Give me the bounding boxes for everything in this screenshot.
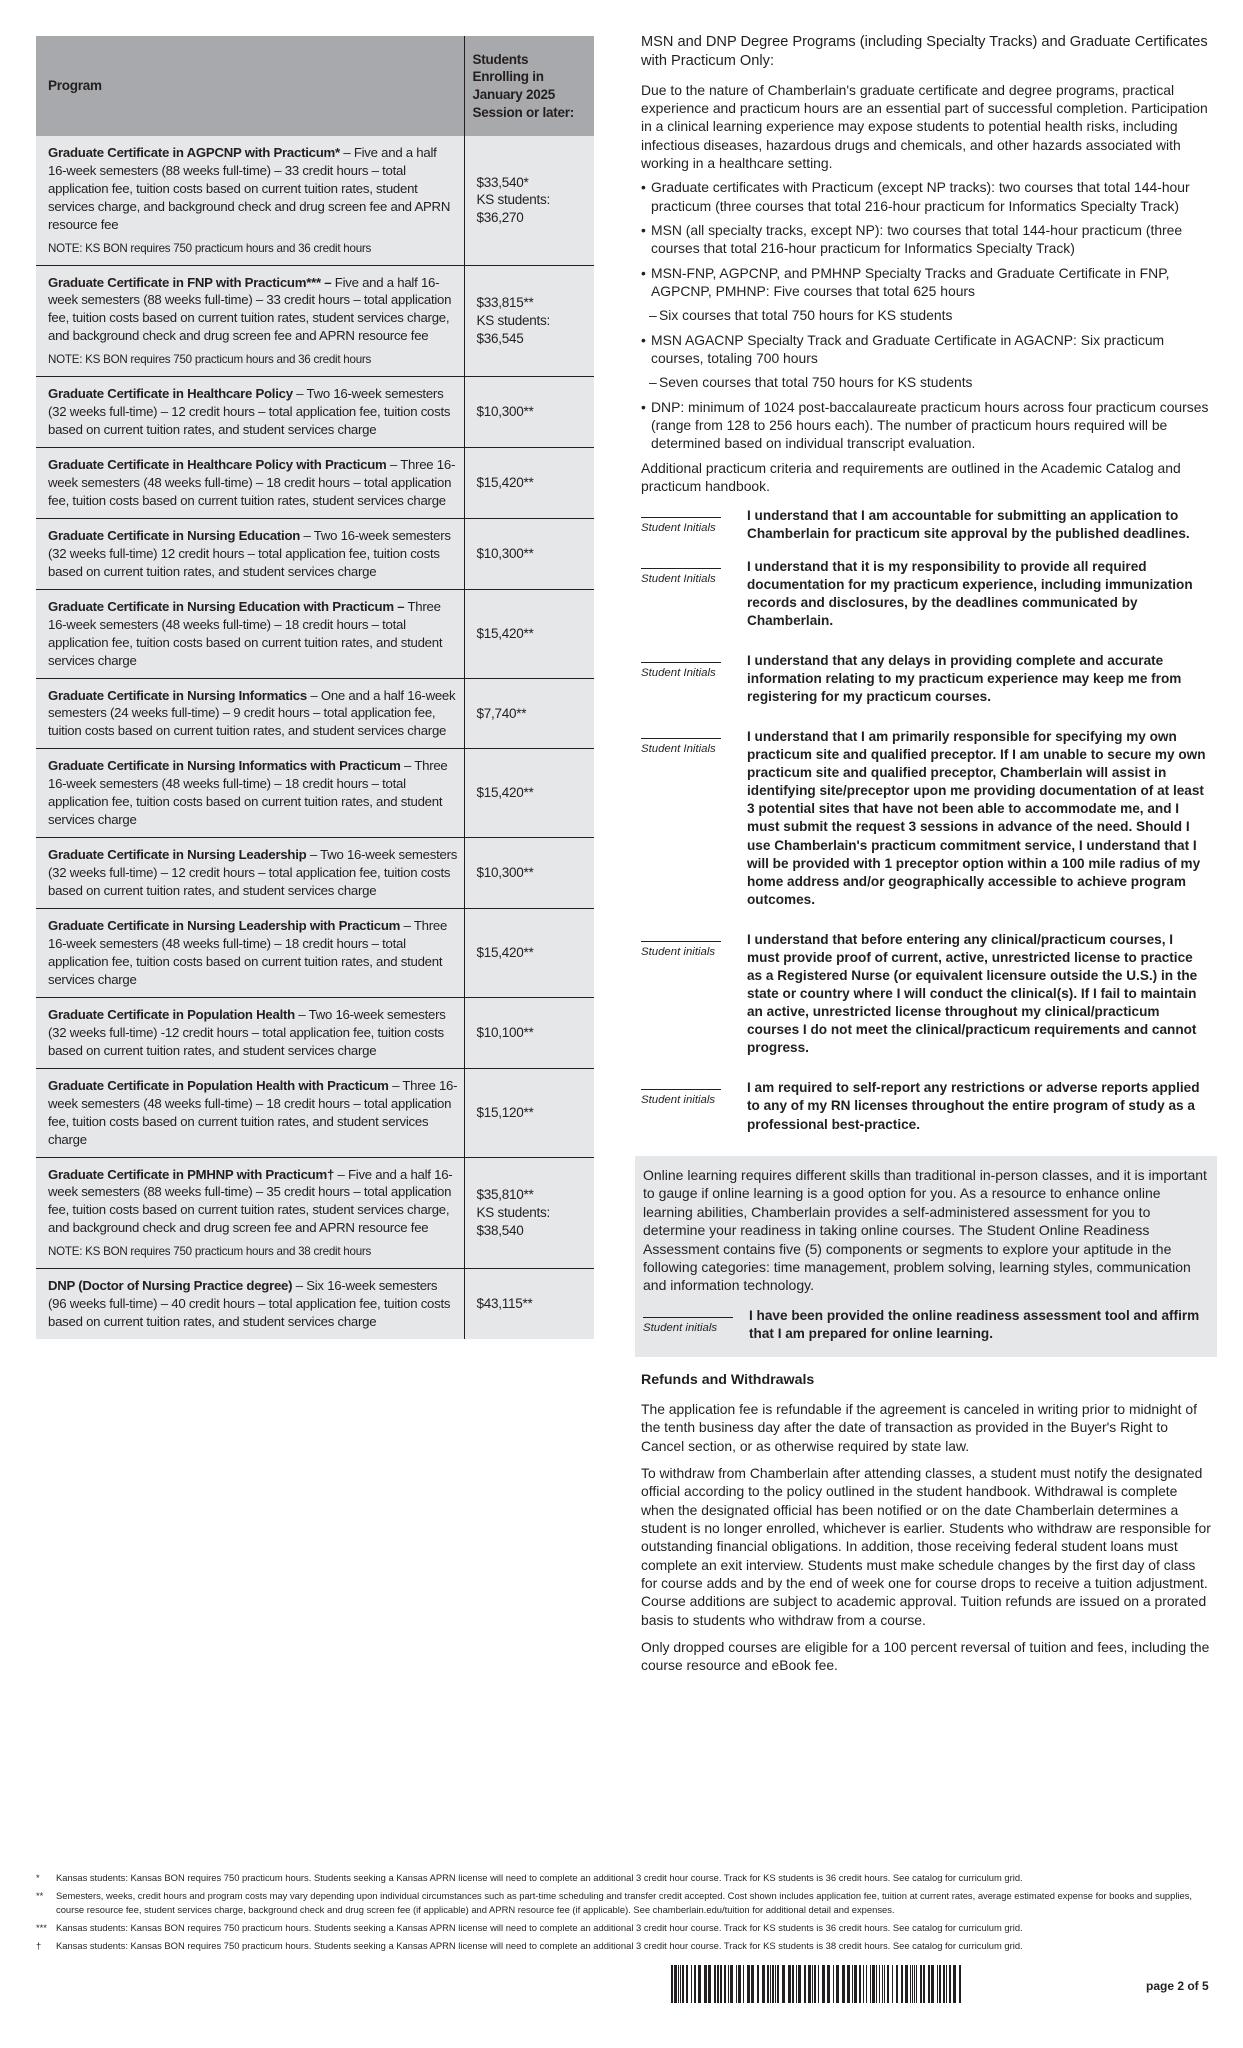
program-description bbox=[36, 265, 464, 377]
acknowledgement-row bbox=[641, 728, 1211, 909]
barcode-bar bbox=[808, 1965, 811, 2003]
barcode-bar bbox=[822, 1965, 825, 2003]
header-cost: Students Enrolling in January 2025 Session or later: bbox=[464, 36, 594, 136]
barcode-bar bbox=[782, 1965, 785, 2003]
barcode-bar bbox=[798, 1965, 801, 2003]
program-details: – Three 16-week semesters (48 weeks full-time) – 18 credit hours – total application fee, tuition costs based on current tuition rates, and student services charge bbox=[48, 758, 448, 828]
barcode-bar bbox=[946, 1965, 947, 2003]
initials-line bbox=[641, 517, 721, 518]
program-description bbox=[36, 997, 464, 1068]
program-cost bbox=[464, 265, 594, 377]
initials-field[interactable] bbox=[641, 1079, 747, 1133]
program-name: Graduate Certificate in Nursing Informatics with Practicum bbox=[48, 758, 401, 774]
program-cost bbox=[464, 1068, 594, 1157]
acknowledgement-statement: I understand that before entering any clinical/practicum courses, I must provide proof of current, active, unrestricted license to practice as a Registered Nurse (or equivalent licensure outside the U.S.) in the state or country where I will conduct the clinical(s). If I fail to maintain an active, unrestricted license throughout my clinical/practicum courses I do not meet the clinical/practicum requirements and cannot progress. bbox=[747, 931, 1198, 1056]
footnote-mark: *** bbox=[36, 1922, 47, 1934]
initials-field[interactable] bbox=[641, 728, 747, 909]
table-row bbox=[36, 749, 594, 838]
program-note: NOTE: KS BON requires 750 practicum hours and 38 credit hours bbox=[48, 1245, 372, 1259]
program-description bbox=[36, 447, 464, 518]
barcode-bar bbox=[747, 1965, 750, 2003]
barcode-bar bbox=[814, 1965, 816, 2003]
table-row bbox=[36, 136, 594, 265]
program-footnote-mark: *** – bbox=[306, 274, 332, 290]
program-cost-table-section bbox=[36, 36, 594, 1339]
barcode-bar bbox=[859, 1965, 861, 2003]
program-cost bbox=[464, 678, 594, 749]
barcode-bar bbox=[827, 1965, 830, 2003]
program-description bbox=[36, 1157, 464, 1269]
barcode-bar bbox=[854, 1965, 857, 2003]
barcode-bar bbox=[792, 1965, 794, 2003]
table-row bbox=[36, 678, 594, 749]
refunds-paragraph-2: To withdraw from Chamberlain after attending classes, a student must notify the designated official according to the policy outlined in the student handbook. Withdrawal is complete when the designated official has been notified or on the date Chamberlain determines a student is no longer enrolled, whichever is earlier. Students who withdraw are responsible for outstanding financial obligations. In addition, those receiving federal student loans must complete an exit interview. Students must make schedule changes by the first day of class for course adds and by the end of week one for course drops to receive a tuition adjustment. Course additions are subject to academic approval. Tuition refunds are issued on a prorated basis to students who withdraw from a course. bbox=[641, 1464, 1211, 1628]
program-description bbox=[36, 749, 464, 838]
initials-label: Student Initials bbox=[641, 522, 716, 535]
refunds-paragraph-1: The application fee is refundable if the agreement is canceled in writing prior to midnight of the tenth business day after the date of transaction as provided in the Buyer's Right to Cancel section, or as otherwise required by state law. bbox=[641, 1400, 1197, 1454]
program-cost bbox=[464, 447, 594, 518]
barcode-bar bbox=[833, 1965, 834, 2003]
program-details: – Two 16-week semesters (32 weeks full-time) – 12 credit hours – total application fee, tuition costs based on current tuition rates, and student services charge bbox=[48, 847, 458, 899]
barcode-bar bbox=[870, 1965, 871, 2003]
acknowledgement-statement: I have been provided the online readiness assessment tool and affirm that I am prepared for online learning. bbox=[749, 1307, 1200, 1341]
footnote bbox=[36, 1921, 1216, 1934]
cost-value: $7,740** bbox=[476, 705, 527, 721]
program-note: NOTE: KS BON requires 750 practicum hours and 36 credit hours bbox=[48, 241, 372, 255]
program-description bbox=[36, 1269, 464, 1339]
barcode-bar bbox=[818, 1965, 819, 2003]
table-header-row bbox=[36, 36, 594, 136]
barcode-bar bbox=[914, 1965, 915, 2003]
program-name: Graduate Certificate in AGPCNP with Practicum bbox=[48, 145, 336, 160]
barcode-bar bbox=[738, 1965, 741, 2003]
program-cost bbox=[464, 1157, 594, 1269]
footnote-mark: ** bbox=[36, 1890, 44, 1902]
program-name: Graduate Certificate in Healthcare Policy with Practicum bbox=[48, 456, 387, 472]
initials-line bbox=[643, 1317, 733, 1318]
acknowledgement-list bbox=[641, 507, 1211, 1133]
initials-label: Student Initials bbox=[641, 666, 716, 679]
footnotes bbox=[36, 1871, 1216, 1958]
program-note: NOTE: KS BON requires 750 practicum hours and 36 credit hours bbox=[48, 353, 372, 367]
cost-value: $43,115** bbox=[476, 1296, 533, 1312]
initials-field[interactable] bbox=[641, 558, 747, 630]
program-cost bbox=[464, 589, 594, 678]
cost-value: $33,540* bbox=[476, 174, 529, 190]
footnote-text: Semesters, weeks, credit hours and program costs may vary depending upon individual circumstances such as part-time scheduling and transfer credit accepted. Cost shown includes application fee, tuition at current rates, average estimated expense for books and supplies, course resource fee, student services charge, background check and drug screen fee (if applicable) and APRN resource fee (if applicable). See chamberlain.edu/tuition for additional detail and expenses. bbox=[56, 1890, 1193, 1915]
barcode-bar bbox=[879, 1965, 880, 2003]
acknowledgement-statement: I understand that I am accountable for submitting an application to Chamberlain for practicum site approval by the published deadlines. bbox=[747, 508, 1190, 542]
barcode-bar bbox=[743, 1965, 744, 2003]
barcode-bar bbox=[691, 1965, 692, 2003]
table-row bbox=[36, 265, 594, 377]
cost-value: $33,815** bbox=[476, 295, 534, 311]
table-row bbox=[36, 909, 594, 998]
ks-cost-value: $36,270 bbox=[476, 210, 524, 226]
acknowledgement-row bbox=[641, 507, 1211, 543]
cost-value: $15,420** bbox=[476, 785, 534, 801]
barcode-bar bbox=[876, 1965, 877, 2003]
acknowledgement-statement: I understand that any delays in providing complete and accurate information relating to my practicum experience may keep me from registering for my practicum courses. bbox=[747, 652, 1182, 704]
barcode-bar bbox=[714, 1965, 716, 2003]
barcode-bar bbox=[678, 1965, 679, 2003]
cost-value: $15,420** bbox=[476, 625, 534, 641]
program-details: Three 16-week semesters (48 weeks full-time) – 18 credit hours – total application fee, tuition costs based on current tuition rates, and student services charge bbox=[48, 598, 443, 668]
program-details: Five and a half 16-week semesters (88 weeks full-time) – 33 credit hours – total application fee, tuition costs based on current tuition rates, student services charge, and background check and drug screen fee and APRN resource fee bbox=[48, 274, 452, 344]
program-name: Graduate Certificate in FNP with Practicum bbox=[48, 274, 307, 290]
practicum-bullet-list bbox=[641, 178, 1211, 452]
program-name: Graduate Certificate in Nursing Education with Practicum bbox=[48, 598, 394, 614]
cost-value: $35,810** bbox=[476, 1187, 534, 1203]
table-row bbox=[36, 589, 594, 678]
initials-field[interactable] bbox=[641, 931, 747, 1058]
cost-value: $10,100** bbox=[476, 1024, 534, 1040]
barcode-bar bbox=[912, 1965, 913, 2003]
program-cost bbox=[464, 377, 594, 448]
barcode-bar bbox=[931, 1965, 934, 2003]
initials-label: Student initials bbox=[643, 1321, 718, 1334]
program-cost bbox=[464, 749, 594, 838]
barcode-bar bbox=[720, 1965, 722, 2003]
online-readiness-box bbox=[635, 1156, 1217, 1357]
initials-field[interactable] bbox=[641, 652, 747, 706]
barcode-bar bbox=[680, 1965, 681, 2003]
online-readiness-text: Online learning requires different skills than traditional in-person classes, and it is important to gauge if online learning is a good option for you. As a resource to enhance online learning abilities, Chamberlain provides a self-administered assessment for you to determine your readiness in taking online courses. The Student Online Readiness Assessment contains five (5) components or segments to explore your aptitude in the following categories: time management, problem solving, learning styles, communication and information technology. bbox=[643, 1166, 1207, 1294]
barcode-bar bbox=[901, 1965, 903, 2003]
program-description bbox=[36, 838, 464, 909]
barcode-bar bbox=[686, 1965, 688, 2003]
table-row bbox=[36, 1269, 594, 1339]
initials-line bbox=[641, 662, 721, 663]
program-details: – Two 16-week semesters (32 weeks full-time) 12 credit hours – total application fee, tuition costs based on current tuition rates, and student services charge bbox=[48, 527, 451, 579]
barcode-bar bbox=[884, 1965, 885, 2003]
barcode-bar bbox=[939, 1965, 941, 2003]
program-cost bbox=[464, 997, 594, 1068]
initials-field[interactable] bbox=[641, 507, 747, 543]
program-description bbox=[36, 678, 464, 749]
cost-value: $10,300** bbox=[476, 404, 534, 420]
footnote-text: Kansas students: Kansas BON requires 750 practicum hours. Students seeking a Kansas APRN license will need to complete an additional 3 credit hour course. Track for KS students is 36 credit hours. See catalog for curriculum grid. bbox=[56, 1872, 1023, 1883]
program-description bbox=[36, 909, 464, 998]
initials-label: Student initials bbox=[641, 1094, 716, 1107]
program-details: – Three 16-week semesters (48 weeks full-time) – 18 credit hours – total application fee, tuition costs based on current tuition rates, and student services charge bbox=[48, 918, 448, 987]
barcode-bar bbox=[842, 1965, 845, 2003]
program-name: DNP (Doctor of Nursing Practice degree) bbox=[48, 1278, 293, 1294]
barcode-bar bbox=[682, 1965, 684, 2003]
acknowledgement-statement: I understand that I am primarily responsible for specifying my own practicum site and qualified preceptor. If I am unable to secure my own practicum site and qualified preceptor, Chamberlain will assist in identifying site/preceptor upon me providing documentation of at least 3 potential sites that have not been able to accommodate me, and I must submit the request 3 sessions in advance of the need. Should I use Chamberlain's practicum commitment service, I understand that I will be provided with 1 preceptor option within a 100 mile radius of my home address and/or geographically accessible to achieve program outcomes. bbox=[747, 729, 1206, 907]
cost-value: $10,300** bbox=[476, 865, 534, 881]
barcode-bar bbox=[777, 1965, 779, 2003]
program-cost bbox=[464, 136, 594, 265]
barcode-bar bbox=[852, 1965, 853, 2003]
initials-label: Student initials bbox=[641, 945, 716, 958]
program-details: – Three 16-week semesters (48 weeks full-time) – 18 credit hours – total application fee, tuition costs based on current tuition rates, student services charge bbox=[48, 456, 456, 508]
program-details: – One and a half 16-week semesters (24 weeks full-time) – 9 credit hours – total application fee, tuition costs based on current tuition rates, and student services charge bbox=[48, 687, 456, 739]
barcode-bar bbox=[812, 1965, 813, 2003]
barcode-bar bbox=[767, 1965, 769, 2003]
initials-line bbox=[641, 1089, 721, 1090]
acknowledgement-row bbox=[641, 558, 1211, 630]
program-name: Graduate Certificate in Population Health bbox=[48, 1006, 295, 1022]
footnote bbox=[36, 1939, 1216, 1952]
barcode-bar bbox=[937, 1965, 938, 2003]
program-name: Graduate Certificate in Healthcare Policy bbox=[48, 386, 293, 402]
barcode-bar bbox=[708, 1965, 711, 2003]
footnote bbox=[36, 1889, 1216, 1916]
barcode-bar bbox=[847, 1965, 850, 2003]
table-row bbox=[36, 377, 594, 448]
barcode-bar bbox=[863, 1965, 864, 2003]
refunds-paragraph-3: Only dropped courses are eligible for a 100 percent reversal of tuition and fees, including the course resource and eBook fee. bbox=[641, 1638, 1210, 1674]
refunds-title: Refunds and Withdrawals bbox=[641, 1372, 815, 1389]
footnote-mark: † bbox=[36, 1940, 42, 1952]
barcode-bar bbox=[770, 1965, 771, 2003]
barcode-bar bbox=[804, 1965, 806, 2003]
practicum-heading: MSN and DNP Degree Programs (including Specialty Tracks) and Graduate Certificates with Practicum Only: bbox=[641, 34, 1208, 70]
barcode-bar bbox=[736, 1965, 737, 2003]
cost-value: $15,420** bbox=[476, 945, 534, 961]
list-item: – Six courses that total 750 hours for KS students bbox=[649, 306, 1211, 324]
acknowledgement-statement: I understand that it is my responsibility to provide all required documentation for my practicum experience, including immunization records and disclosures, by the deadlines communicated by Chamberlain. bbox=[747, 558, 1193, 628]
initials-line bbox=[641, 738, 721, 739]
barcode-bar bbox=[674, 1965, 677, 2003]
barcode-bar bbox=[943, 1965, 945, 2003]
program-cost-table bbox=[36, 36, 594, 1339]
barcode-bar bbox=[757, 1965, 759, 2003]
program-cost bbox=[464, 838, 594, 909]
barcode-bar bbox=[882, 1965, 883, 2003]
program-cost bbox=[464, 909, 594, 998]
initials-label: Student Initials bbox=[641, 743, 716, 756]
program-cost bbox=[464, 518, 594, 589]
barcode-bar bbox=[920, 1965, 922, 2003]
table-row bbox=[36, 997, 594, 1068]
table-row bbox=[36, 447, 594, 518]
barcode-bar bbox=[717, 1965, 719, 2003]
list-item: – Seven courses that total 750 hours for KS students bbox=[649, 373, 1211, 391]
program-description bbox=[36, 136, 464, 265]
program-details: – Two 16-week semesters (32 weeks full-time) -12 credit hours – total application fee, tuition costs based on current tuition rates, and student services charge bbox=[48, 1006, 446, 1058]
initials-field[interactable] bbox=[643, 1307, 749, 1343]
program-description bbox=[36, 377, 464, 448]
program-cost bbox=[464, 1269, 594, 1339]
barcode-bar bbox=[796, 1965, 797, 2003]
cost-value: $15,120** bbox=[476, 1104, 534, 1120]
barcode-bar bbox=[704, 1965, 707, 2003]
online-readiness-acknowledgement bbox=[643, 1307, 1209, 1343]
barcode-bar bbox=[772, 1965, 774, 2003]
barcode-bar bbox=[887, 1965, 889, 2003]
program-name: Graduate Certificate in Nursing Leadership bbox=[48, 847, 307, 863]
ks-cost-value: $38,540 bbox=[476, 1222, 524, 1238]
program-name: Graduate Certificate in Population Health with Practicum bbox=[48, 1077, 389, 1093]
table-row bbox=[36, 1157, 594, 1269]
initials-line bbox=[641, 568, 721, 569]
program-description bbox=[36, 518, 464, 589]
barcode-bar bbox=[694, 1965, 696, 2003]
list-item: • MSN-FNP, AGPCNP, and PMHNP Specialty Tracks and Graduate Certificate in FNP, AGPCNP, PMHNP: Five courses that total 625 hours bbox=[641, 264, 1211, 301]
program-name: Graduate Certificate in Nursing Education bbox=[48, 527, 301, 543]
barcode-bar bbox=[698, 1965, 701, 2003]
initials-line bbox=[641, 941, 721, 942]
program-description bbox=[36, 1068, 464, 1157]
list-item: • Graduate certificates with Practicum (except NP tracks): two courses that total 144-hour practicum (three courses that total 216-hour practicum for Informatics Specialty Track) bbox=[641, 178, 1211, 215]
ks-cost-label: KS students: bbox=[476, 1204, 551, 1220]
barcode bbox=[671, 1965, 963, 2003]
program-details: – Two 16-week semesters (32 weeks full-time) – 12 credit hours – total application fee, tuition costs based on current tuition rates, and student services charge bbox=[48, 386, 451, 438]
barcode-bar bbox=[671, 1965, 673, 2003]
list-item: • DNP: minimum of 1024 post-baccalaureate practicum hours across four practicum courses (range from 128 to 256 hours each). The number of practicum hours required will be determined based on individual transcript evaluation. bbox=[641, 398, 1211, 453]
page-number: page 2 of 5 bbox=[1146, 1979, 1209, 1993]
table-row bbox=[36, 838, 594, 909]
footnote-text: Kansas students: Kansas BON requires 750 practicum hours. Students seeking a Kansas APRN license will need to complete an additional 3 credit hour course. Track for KS students is 36 credit hours. See catalog for curriculum grid. bbox=[56, 1922, 1023, 1934]
program-details: – Three 16-week semesters (48 weeks full-time) – 18 credit hours – total application fee, tuition costs based on current tuition rates, and student services charge bbox=[48, 1077, 458, 1147]
list-item: • MSN (all specialty tracks, except NP): two courses that total 144-hour practicum (three courses that total 216-hour practicum for Informatics Specialty Track) bbox=[641, 221, 1211, 258]
table-row bbox=[36, 1068, 594, 1157]
footnote-mark: * bbox=[36, 1872, 40, 1883]
barcode-bar bbox=[905, 1965, 908, 2003]
initials-label: Student Initials bbox=[641, 572, 716, 585]
barcode-bar bbox=[953, 1965, 956, 2003]
barcode-bar bbox=[836, 1965, 839, 2003]
barcode-bar bbox=[730, 1965, 733, 2003]
header-program: Program bbox=[36, 36, 464, 136]
barcode-bar bbox=[728, 1965, 729, 2003]
program-name: Graduate Certificate in PMHNP with Practicum bbox=[48, 1166, 327, 1182]
barcode-bar bbox=[762, 1965, 765, 2003]
acknowledgement-row bbox=[641, 1079, 1211, 1133]
barcode-bar bbox=[788, 1965, 791, 2003]
table-row bbox=[36, 518, 594, 589]
cost-value: $15,420** bbox=[476, 474, 534, 490]
barcode-bar bbox=[949, 1965, 951, 2003]
barcode-bar bbox=[872, 1965, 875, 2003]
list-item: • MSN AGACNP Specialty Track and Graduate Certificate in AGACNP: Six practicum courses, totaling 700 hours bbox=[641, 331, 1211, 368]
footnote bbox=[36, 1871, 1216, 1884]
ks-cost-label: KS students: bbox=[476, 312, 551, 328]
barcode-bar bbox=[923, 1965, 925, 2003]
program-details: – Five and a half 16-week semesters (88 weeks full-time) – 35 credit hours – total application fee, tuition costs based on current tuition rates, student services charge, and background check and drug screen fee and APRN resource fee bbox=[48, 1166, 453, 1236]
barcode-bar bbox=[910, 1965, 911, 2003]
barcode-bar bbox=[751, 1965, 754, 2003]
practicum-additional: Additional practicum criteria and requirements are outlined in the Academic Catalog and practicum handbook. bbox=[641, 459, 1181, 495]
right-column bbox=[641, 33, 1211, 1681]
program-description bbox=[36, 589, 464, 678]
barcode-bar bbox=[866, 1965, 867, 2003]
acknowledgement-row bbox=[641, 652, 1211, 706]
program-name: Graduate Certificate in Nursing Informatics bbox=[48, 687, 307, 703]
program-footnote-mark: – bbox=[393, 598, 405, 614]
acknowledgement-statement: I am required to self-report any restrictions or adverse reports applied to any of my RN licenses throughout the entire program of study as a professional best-practice. bbox=[747, 1080, 1200, 1132]
ks-cost-value: $36,545 bbox=[476, 330, 524, 346]
program-name: Graduate Certificate in Nursing Leadership with Practicum bbox=[48, 918, 401, 934]
ks-cost-label: KS students: bbox=[476, 192, 551, 208]
barcode-bar bbox=[896, 1965, 898, 2003]
barcode-bar bbox=[928, 1965, 930, 2003]
program-details: – Five and a half 16-week semesters (88 weeks full-time) – 33 credit hours – total application fee, tuition costs based on current tuition rates, student services charge, and background check and drug screen fee and APRN resource fee bbox=[48, 145, 451, 232]
barcode-bar bbox=[916, 1965, 917, 2003]
barcode-bar bbox=[892, 1965, 893, 2003]
barcode-bar bbox=[775, 1965, 776, 2003]
program-details: – Six 16-week semesters (96 weeks full-time) – 40 credit hours – total application fee, tuition costs based on current tuition rates, and student services charge bbox=[48, 1278, 451, 1329]
cost-value: $10,300** bbox=[476, 545, 534, 561]
barcode-bar bbox=[959, 1965, 961, 2003]
barcode-bar bbox=[724, 1965, 726, 2003]
program-footnote-mark: † bbox=[326, 1166, 335, 1182]
acknowledgement-row bbox=[641, 931, 1211, 1058]
footnote-text: Kansas students: Kansas BON requires 750 practicum hours. Students seeking a Kansas APRN license will need to complete an additional 3 credit hour course. Track for KS students is 38 credit hours. See catalog for curriculum grid. bbox=[56, 1940, 1023, 1952]
practicum-intro: Due to the nature of Chamberlain's graduate certificate and degree programs, practical experience and practicum hours are an essential part of successful completion. Participation in a clinical learning experience may expose students to potential health risks, including infectious diseases, hazardous drugs and chemicals, and other hazards associated with working in a healthcare setting. bbox=[641, 81, 1208, 171]
program-footnote-mark: * bbox=[335, 145, 340, 160]
